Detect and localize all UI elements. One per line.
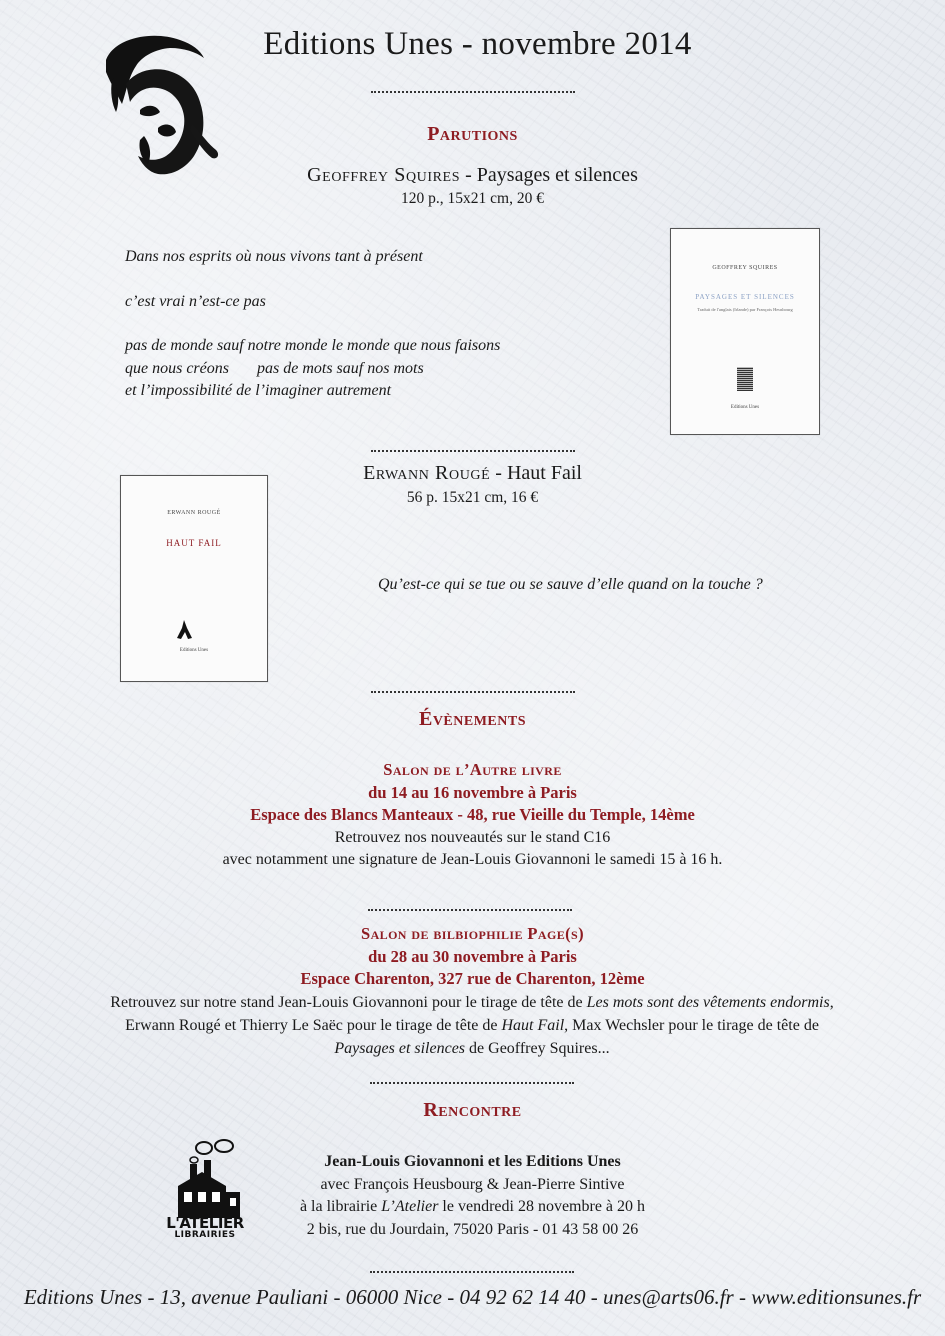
book2-cover — [120, 475, 268, 682]
book1-cover — [670, 228, 820, 435]
book1-title: Paysages et silences — [476, 164, 638, 186]
book2-meta: 56 p. 15x21 cm, 16 € — [406, 489, 539, 506]
book-reference: Paysages et silences — [334, 1040, 466, 1057]
separator — [370, 1082, 574, 1084]
separator — [371, 91, 575, 93]
rencontre-line3: à la librairie L’Atelier le vendredi 28 novembre à 20 h — [299, 1198, 646, 1215]
section-heading-evenements: Évènements — [418, 708, 527, 730]
latelier-logo-text: L'ATELIER LIBRAIRIES — [166, 1214, 244, 1240]
cover-author: ERWANN ROUGÉ — [167, 510, 221, 516]
cover-publisher: Editions Unes — [179, 648, 209, 653]
rencontre-details — [220, 1151, 725, 1241]
cover-title: PAYSAGES ET SILENCES — [695, 293, 795, 301]
cover-illustration — [737, 367, 753, 391]
event2-place: Espace Charenton, 327 rue de Charenton, 12ème — [300, 969, 645, 988]
page-title: Editions Unes - novembre 2014 — [263, 26, 692, 62]
event1-name: Salon de l’Autre livre — [383, 760, 562, 779]
book-reference: Les mots sont des vêtements endormis — [586, 994, 830, 1011]
book2-author: Erwann Rougé — [363, 462, 491, 484]
poem-line: que nous créons pas de mots sauf nos mots — [125, 359, 424, 377]
poem-line: et l’impossibilité de l’imaginer autrement — [125, 382, 392, 399]
book1-poem — [125, 246, 645, 403]
poem-line: pas de monde sauf notre monde le monde que nous faisons — [125, 337, 501, 354]
book2-quote: Qu’est-ce qui se tue ou se sauve d’elle quand on la touche ? — [378, 576, 763, 593]
book2-title: Haut Fail — [506, 462, 582, 484]
cover-publisher: Editions Unes — [730, 405, 760, 410]
rencontre-line2: avec François Heusbourg & Jean-Pierre Sintive — [320, 1175, 625, 1193]
separator — [371, 691, 575, 693]
rencontre-line4: 2 bis, rue du Jourdain, 75020 Paris - 01 43 58 00 26 — [306, 1220, 639, 1238]
cover-author: GEOFFREY SQUIRES — [712, 265, 778, 271]
event1-line2: avec notamment une signature de Jean-Louis Giovannoni le samedi 15 à 16 h. — [222, 851, 723, 868]
poem-line: c’est vrai n’est-ce pas — [125, 292, 266, 310]
event1-dates: du 14 au 16 novembre à Paris — [368, 782, 577, 802]
separator — [370, 1271, 574, 1273]
cover-illustration — [177, 620, 193, 640]
footer-contact: Editions Unes - 13, avenue Pauliani - 06000 Nice - 04 92 62 14 40 - unes@arts06.fr - www.editionsunes.fr — [23, 1285, 922, 1309]
cover-title: HAUT FAIL — [166, 538, 222, 548]
section-heading-rencontre: Rencontre — [423, 1099, 522, 1121]
separator — [371, 450, 575, 452]
event-salon-autre-livre — [0, 759, 945, 872]
book2-title-line: Erwann Rougé - Haut Fail — [363, 462, 582, 484]
cover-subtitle: Traduit de l'anglais (Irlande) par François Heusbourg — [697, 307, 793, 312]
separator — [368, 909, 572, 911]
book1-meta: 120 p., 15x21 cm, 20 € — [401, 190, 544, 207]
section-heading-parutions: Parutions — [427, 123, 518, 145]
event2-name: Salon de bilbiophilie Page(s) — [361, 924, 584, 943]
book1-title-line: Geoffrey Squires - Paysages et silences — [307, 164, 638, 186]
book-reference: Haut Fail — [501, 1017, 565, 1034]
poem-line: Dans nos esprits où nous vivons tant à présent — [125, 248, 423, 265]
event1-place: Espace des Blancs Manteaux - 48, rue Vieille du Temple, 14ème — [250, 805, 695, 824]
book1-author: Geoffrey Squires — [307, 164, 461, 186]
event2-dates: du 28 au 30 novembre à Paris — [368, 946, 577, 966]
event2-description: Retrouvez sur notre stand Jean-Louis Giovannoni pour le tirage de tête de Les mots sont des vêtements endormis, Erwann Rougé et Thierry Le Saëc pour le tirage de tête de Haut Fail, Max Wechsler pour le tirage de tête de Paysages et silences de Geoffrey Squires... — [110, 994, 834, 1057]
event1-line1: Retrouvez nos nouveautés sur le stand C16 — [334, 828, 611, 846]
event-salon-pages — [0, 923, 945, 991]
rencontre-line1: Jean-Louis Giovannoni et les Editions Unes — [324, 1153, 621, 1170]
